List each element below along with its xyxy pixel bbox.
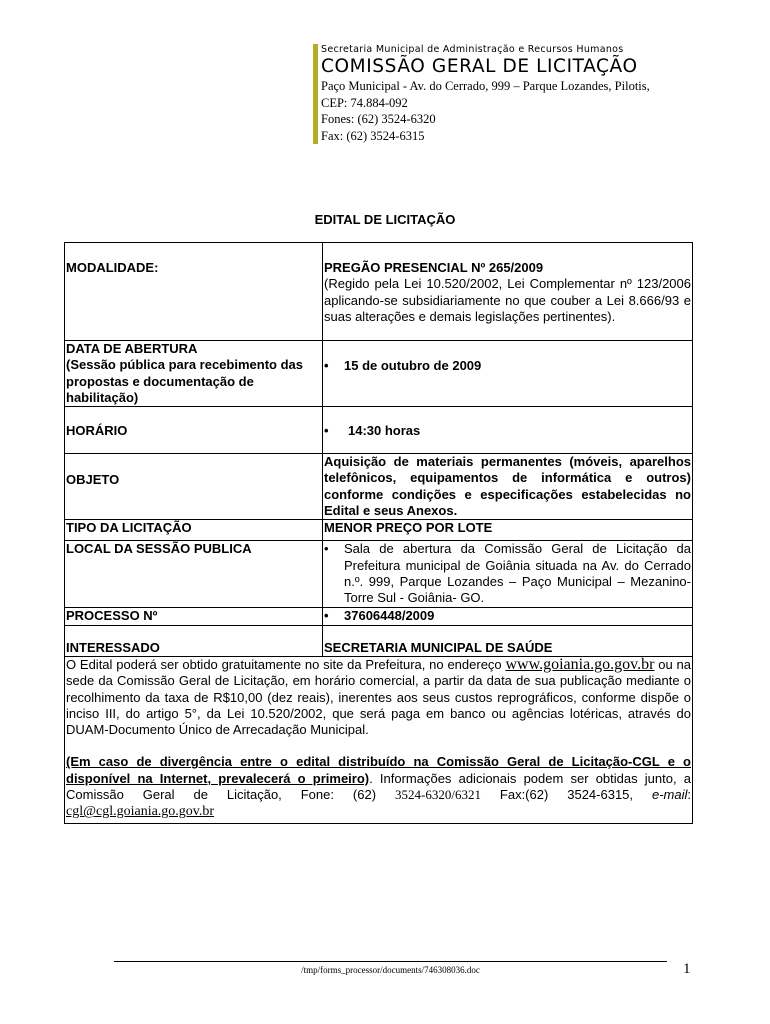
email-label: e-mail — [651, 787, 688, 803]
objeto-label: OBJETO — [66, 472, 120, 488]
edital-table — [64, 242, 693, 824]
local-item — [324, 541, 691, 606]
bullet-icon: • — [324, 541, 329, 557]
site-link[interactable]: www.goiania.go.gov.br — [505, 655, 655, 673]
divergence-note: (Em caso de divergência entre o edital distribuído na Comissão Geral de Licitação-CGL e o disponível na Internet, prevalecerá o primeiro) — [66, 754, 691, 786]
data-abertura-value: 15 de outubro de 2009 — [344, 358, 482, 373]
address-line: Paço Municipal - Av. do Cerrado, 999 – Parque Lozandes, Pilotis, — [321, 79, 650, 93]
row-modalidade — [65, 243, 693, 341]
bullet-icon: • — [324, 358, 329, 373]
processo-label: PROCESSO Nº — [65, 608, 323, 625]
horario-item — [324, 423, 691, 439]
tipo-label: TIPO DA LICITAÇÃO — [65, 520, 323, 541]
modalidade-label: MODALIDADE: — [66, 260, 159, 275]
horario-label: HORÁRIO — [66, 423, 128, 439]
bottom-paragraph-2: (Em caso de divergência entre o edital distribuído na Comissão Geral de Licitação-CGL e o disponível na Internet, prevalecerá o primeiro). Informações adicionais podem ser obtidas junto, a Comissão Geral de Licitação, Fone: (62) 3524-6320/6321 Fax:(62) 3524-6315, e-mail: cgl@cgl.goiania.go.gov.br — [66, 754, 691, 820]
secretaria-name: Secretaria Municipal de Administração e Recursos Humanos — [321, 44, 624, 55]
data-abertura-sublabel: (Sessão pública para recebimento das propostas e documentação de habilitação) — [66, 357, 303, 405]
contact-phone: 3524-6320/6321 — [395, 787, 481, 803]
data-abertura-label: DATA DE ABERTURA — [66, 341, 198, 356]
row-processo — [65, 608, 693, 625]
row-local — [65, 541, 693, 608]
tipo-value: MENOR PREÇO POR LOTE — [323, 520, 693, 541]
modalidade-title: PREGÃO PRESENCIAL Nº 265/2009 — [324, 260, 544, 275]
interessado-value: SECRETARIA MUNICIPAL DE SAÚDE — [324, 639, 553, 655]
objeto-value: Aquisição de materiais permanentes (móveis, aparelhos telefônicos, equipamentos de informática e outros) conforme condições e especificações estabelecidas no Edital e seus Anexos. — [324, 454, 691, 519]
bullet-icon: • — [324, 423, 329, 439]
row-tipo — [65, 520, 693, 541]
data-abertura-item — [324, 358, 691, 374]
row-bottom — [65, 656, 693, 823]
row-interessado — [65, 625, 693, 656]
document-title: EDITAL DE LICITAÇÃO — [314, 212, 456, 227]
bottom-paragraph-1: O Edital poderá ser obtido gratuitamente no site da Prefeitura, no endereço www.goiania.go.gov.br ou na sede da Comissão Geral de Licitação, em horário comercial, a partir da data de sua publicação mediante o recolhimento da taxa de R$10,00 (dez reais), inerentes aos seus custos reprográficos, conforme dispõe o inciso III, do artigo 5°, da Lei 10.520/2002, que será paga em banco ou agências lotéricas, através do DUAM-Documento Único de Arrecadação Municipal. — [66, 655, 691, 738]
processo-item — [324, 608, 691, 624]
email-link[interactable]: cgl@cgl.goiania.go.gov.br — [66, 804, 215, 820]
letterhead — [313, 44, 741, 144]
footer-rule — [114, 961, 667, 962]
phones-line: Fones: (62) 3524-6320 — [321, 112, 436, 126]
row-objeto — [65, 454, 693, 520]
row-horario — [65, 407, 693, 454]
processo-value: 37606448/2009 — [344, 608, 435, 624]
page-number: 1 — [683, 961, 691, 977]
commission-name: COMISSÃO GERAL DE LICITAÇÃO — [321, 56, 638, 77]
row-data-abertura — [65, 341, 693, 407]
interessado-label: INTERESSADO — [66, 639, 160, 655]
horario-value: 14:30 horas — [348, 423, 421, 439]
local-label: LOCAL DA SESSÃO PUBLICA — [65, 541, 323, 608]
local-value: Sala de abertura da Comissão Geral de Licitação da Prefeitura municipal de Goiânia situada na Av. do Cerrado n.º. 999, Parque Lozandes – Paço Municipal – Mezanino- Torre Sul - Goiânia- GO. — [344, 541, 691, 606]
modalidade-text: (Regido pela Lei 10.520/2002, Lei Complementar nº 123/2006 aplicando-se subsidiariamente no que couber a Lei 8.666/93 e suas alterações e demais legislações pertinentes). — [324, 276, 691, 324]
cep-line: CEP: 74.884-092 — [321, 95, 408, 110]
fax-line: Fax: (62) 3524-6315 — [321, 128, 425, 143]
bullet-icon: • — [324, 608, 329, 624]
footer-file-path: /tmp/forms_processor/documents/746308036.doc — [301, 965, 480, 975]
